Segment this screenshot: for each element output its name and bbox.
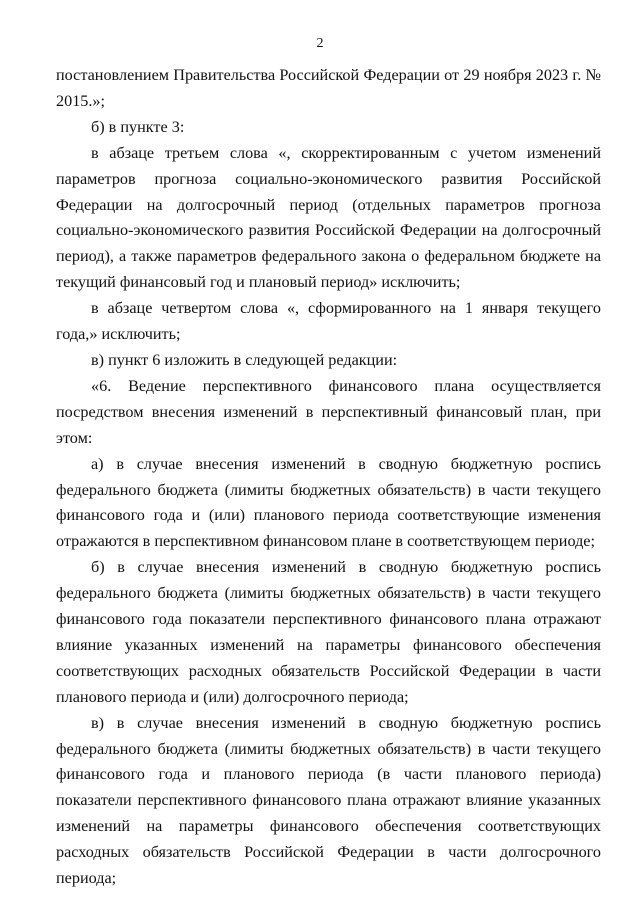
paragraph-fourth-abzac-amendment: в абзаце четвертом слова «, сформированного на 1 января текущего года,» исключить;	[56, 299, 601, 344]
paragraph-subitem-a: а) в случае внесения изменений в сводную бюджетную роспись федерального бюджета (лимиты бюджетных обязательств) в части текущего финансового года и (или) планового периода соответствующие изменения отражаются в перспективном финансовом плане в соответствующем периоде;	[56, 454, 601, 551]
paragraph-item-v-point-6: в) пункт 6 изложить в следующей редакции:	[91, 350, 398, 369]
page-number: 2	[316, 36, 324, 51]
paragraph-third-abzac-amendment: в абзаце третьем слова «, скорректированным с учетом изменений параметров прогноза социально-экономического развития Российской Федерации на долгосрочный период (отдельных параметров прогноза социально-экономического развития Российской Федерации на долгосрочный период), а также параметров федерального закона о федеральном бюджете на текущий финансовый год и плановый период» исключить;	[56, 143, 601, 292]
document-body	[56, 63, 601, 892]
paragraph-closing-reference: постановлением Правительства Российской Федерации от 29 ноября 2023 г. № 2015.»;	[56, 66, 601, 110]
paragraph-subitem-b: б) в случае внесения изменений в сводную бюджетную роспись федерального бюджета (лимиты бюджетных обязательств) в части текущего финансового года показатели перспективного финансового плана отражают влияние указанных изменений на параметры финансового обеспечения соответствующих расходных обязательств Российской Федерации в части планового периода и (или) долгосрочного периода;	[56, 558, 601, 706]
paragraph-point-6-intro: «6. Ведение перспективного финансового плана осуществляется посредством внесения изменений в перспективный финансовый план, при этом:	[56, 376, 601, 447]
paragraph-item-b-point-3: б) в пункте 3:	[91, 117, 185, 136]
paragraph-subitem-v: в) в случае внесения изменений в сводную бюджетную роспись федерального бюджета (лимиты бюджетных обязательств) в части текущего финансового года и планового периода (в части планового периода) показатели перспективного финансового плана отражают влияние указанных изменений на параметры финансового обеспечения соответствующих расходных обязательств Российской Федерации в части долгосрочного периода;	[56, 713, 601, 888]
